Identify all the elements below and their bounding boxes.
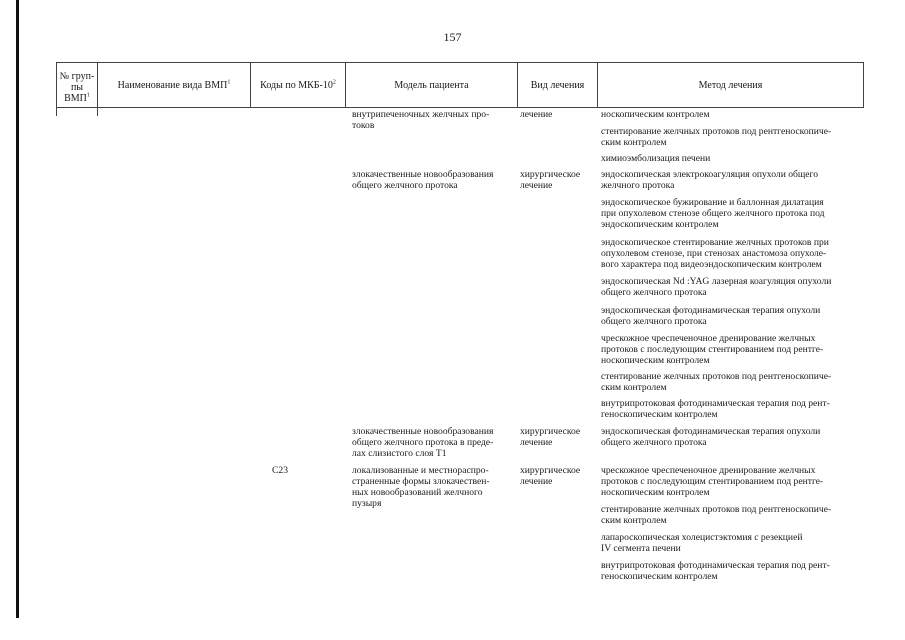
header-name: Наименование вида ВМП$^1$	[117, 79, 231, 91]
treatment-method-cell: чрескожное чреспеченочное дренирование желчных протоков с последующим стентированием под рентге- носкопическим контролем	[601, 465, 824, 498]
header-type: Вид лечения	[530, 79, 585, 91]
header-codes: Коды по МКБ-$10^2$	[260, 79, 336, 91]
header-group: № груп- пы ВМП$^1$	[59, 70, 95, 104]
treatment-type-cell: хирургическое лечение	[520, 169, 581, 191]
treatment-type-cell: хирургическое лечение	[520, 426, 581, 448]
treatment-method-cell: эндоскопическое бужирование и баллонная дилатация при опухолевом стенозе общего желчного протока под эндоскопическим контролем	[601, 197, 825, 230]
treatment-method-cell: лапароскопическая холецистэктомия с резекцией IV сегмента печени	[601, 532, 803, 554]
icd-code-cell: C23	[272, 465, 288, 476]
patient-model-cell: злокачественные новообразования общего желчного протока в преде- лах слизистого слоя T1	[352, 426, 494, 459]
page-binding-edge	[16, 0, 19, 618]
column-rule	[863, 62, 864, 108]
treatment-method-cell: внутрипротоковая фотодинамическая терапия под рент- геноскопическим контролем	[601, 398, 830, 420]
treatment-method-cell: стентирование желчных протоков под рентгеноскопиче- ским контролем	[601, 371, 832, 393]
header-bottom-rule	[56, 107, 864, 108]
header-model: Модель пациента	[394, 79, 469, 91]
treatment-method-cell: стентирование желчных протоков под рентгеноскопиче- ским контролем	[601, 126, 832, 148]
patient-model-cell: злокачественные новообразования общего желчного протока	[352, 169, 494, 191]
treatment-method-cell: химиоэмболизация печени	[601, 153, 711, 164]
patient-model-cell: локализованные и местнораспро- страненные формы злокачествен- ных новообразований желчного пузыря	[352, 465, 490, 509]
treatment-method-cell: носкопическим контролем	[601, 109, 710, 120]
header-method: Метод лечения	[698, 79, 763, 91]
treatment-method-cell: чрескожное чреспеченочное дренирование желчных протоков с последующим стентированием под рентге- носкопическим контролем	[601, 333, 824, 366]
treatment-method-cell: эндоскопическое стентирование желчных протоков при опухолевом стенозе, при стенозах анастомоза опухоле- вого характера под видеоэндоскопическим контролем	[601, 237, 829, 270]
patient-model-cell: внутрипеченочных желчных про- токов	[352, 109, 490, 131]
page-number: 157	[443, 30, 462, 44]
treatment-method-cell: эндоскопическая фотодинамическая терапия опухоли общего желчного протока	[601, 305, 821, 327]
treatment-type-cell: лечение	[520, 109, 553, 120]
treatment-method-cell: внутрипротоковая фотодинамическая терапия под рент- геноскопическим контролем	[601, 560, 830, 582]
treatment-method-cell: эндоскопическая Nd :YAG лазерная коагуляция опухоли общего желчного протока	[601, 276, 832, 298]
treatment-type-cell: хирургическое лечение	[520, 465, 581, 487]
treatment-method-cell: эндоскопическая электрокоагуляция опухоли общего желчного протока	[601, 169, 819, 191]
treatment-method-cell: эндоскопическая фотодинамическая терапия опухоли общего желчного протока	[601, 426, 821, 448]
treatment-method-cell: стентирование желчных протоков под рентгеноскопиче- ским контролем	[601, 504, 832, 526]
